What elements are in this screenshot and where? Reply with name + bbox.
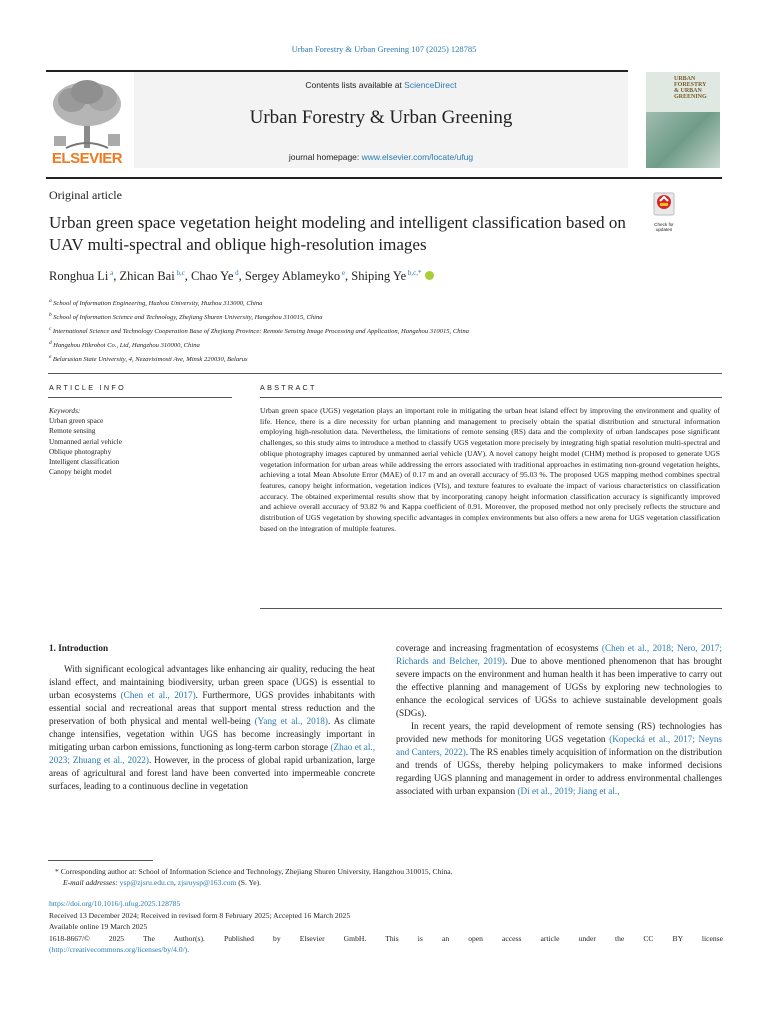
article-info-heading: ARTICLE INFO [49, 383, 126, 392]
cover-image [646, 112, 720, 168]
citation-link[interactable]: (Di et al., 2019; Jiang et al., [517, 786, 620, 796]
keywords-block [49, 406, 229, 477]
citation-link[interactable]: (Kopecká et al., 2017; Neyns and Canters, 2022) [396, 734, 722, 757]
header-bottom-rule [46, 177, 722, 179]
contents-prefix: Contents lists available at [305, 80, 405, 90]
citation-link[interactable]: (Yang et al., 2018) [254, 716, 328, 726]
intro-paragraph-2: In recent years, the rapid development of remote sensing (RS) technologies has provided new methods for monitoring UGS vegetation (Kopecká et al., 2017; Neyns and Canters, 2022). The RS enables timely acquisition of information on the distribution and trends of UGSs, thereby helping policymakers to make informed decisions regarding UGS planning and management in order to address environmental challenges associated with urban expansion (Di et al., 2019; Jiang et al., [396, 721, 722, 796]
author-name[interactable]: Shiping Ye [351, 269, 407, 284]
affiliation-marker: b [49, 311, 54, 318]
affiliation-marker: a [49, 298, 54, 304]
email-suffix: (S. Ye). [236, 878, 262, 887]
author-name[interactable]: Sergey Ablameyko [244, 269, 341, 284]
body-right-column [396, 642, 722, 798]
homepage-line [134, 152, 628, 162]
abstract-rule [260, 397, 722, 398]
article-title: Urban green space vegetation height modeling and intelligent classification based on UAV multi-spectral and oblique high-resolution images [49, 213, 626, 254]
email-line: E-mail addresses: ysp@zjsru.edu.cn, zjsruysp@163.com (S. Ye). [63, 878, 262, 887]
author-list: Ronghua Li $^a$, Zhican Bai $^{b,c}$, Chao Ye $^d$, Sergey Ablameyko $^e$, Shiping Ye $^{b,c,*}$ [49, 269, 434, 284]
footnote-rule [48, 860, 153, 861]
article-footer [49, 898, 723, 956]
abstract-heading: ABSTRACT [260, 383, 317, 392]
author-name[interactable]: Chao Ye [191, 269, 234, 284]
affiliation-marker: c [49, 325, 53, 332]
check-for-updates-button[interactable] [646, 191, 682, 232]
keyword-item: Intelligent classification [49, 457, 120, 467]
keywords-list [49, 416, 229, 477]
email-label: E-mail addresses: [63, 878, 120, 887]
author-affiliation-marker[interactable]: b,c [174, 269, 185, 277]
keyword-item: Unmanned aerial vehicle [49, 436, 122, 446]
affiliation-item: $^a$ School of Information Engineering, Huzhou University, Huzhou 313000, China [49, 298, 263, 308]
received-dates: Received 13 December 2024; Received in revised form 8 February 2025; Accepted 16 March 2025 [49, 910, 351, 920]
article-type: Original article [49, 188, 122, 202]
affiliation-marker: d [49, 339, 54, 346]
license-link[interactable]: (http://creativecommons.org/licenses/by/4.0/). [49, 945, 190, 955]
article-info-rule [48, 397, 232, 398]
sciencedirect-link[interactable]: ScienceDirect [404, 80, 457, 90]
cover-title: URBAN FORESTRY & URBAN GREENING [674, 76, 707, 100]
license-text: 1618-8667/© 2025 The Author(s). Published by Elsevier GmbH. This is an open access article under the CC BY license [49, 933, 723, 943]
keyword-item: Urban green space [49, 416, 104, 426]
email-link-2[interactable]: zjsruysp@163.com [177, 878, 237, 887]
abstract-text: Urban green space (UGS) vegetation plays an important role in mitigating the urban heat island effect by improving the environment and quality of life. Hence, there is a dire necessity for urban planning and management to precisely obtain the spatial distribution and structural information employing high-resolution data. Nevertheless, the limitations of remote sensing (RS) data and the complexity of urban landscapes pose significant challenges, so this study aims to introduce a method to classify UGS vegetation more precisely by integrating high spatial resolution multi-spectral and oblique photography images captured by unmanned aerial vehicle (UAV). A novel canopy height model (CHM) method is proposed to generate UGS vegetation information for urban areas while addressing the errors associated with traditional approaches in estimating non-ground vegetation heights, achieving a total Mean Absolute Error (MAE) of 0.17 m and an overall accuracy of 95.03 %. The proposed UGS mapping method combines spectral features, canopy height information, vegetation indices (VIs), and texture features to evaluate the impact of various characteristics on classification accuracy. The obtained experimental results show that by incorporating canopy height information classification accuracy is significantly improved and achieve overall accuracy of 93.82 % and Kappa coefficient of 0.91. Moreover, the proposed method not only precisely reflects the structure and distribution of UGS vegetation by showing specific advantages in complex environments but also offers a new arena for UGS vegetation classification based on the integration of multiple features. [260, 406, 720, 533]
affiliation-item: $^e$ Belarusian State University, 4, Nezavisimosti Ave, Minsk 220030, Belarus [49, 353, 248, 364]
journal-title: Urban Forestry & Urban Greening [249, 107, 513, 128]
keyword-item: Canopy height model [49, 467, 112, 477]
orcid-icon[interactable] [425, 271, 434, 280]
online-date: Available online 19 March 2025 [49, 922, 148, 932]
affiliation-marker: e [49, 353, 53, 360]
keywords-label: Keywords: [49, 406, 81, 415]
corresponding-note: * Corresponding author at: School of Information Science and Technology, Zhejiang Shuren University, Hangzhou 310015, China. [55, 867, 453, 876]
author-affiliation-marker[interactable]: a [108, 269, 114, 277]
citation-link[interactable]: (Chen et al., 2017) [120, 690, 196, 700]
intro-paragraph-1-cont: coverage and increasing fragmentation of ecosystems (Chen et al., 2018; Nero, 2017; Richards and Belcher, 2019). Due to above mentioned phenomenon that has brought severe impacts on the environment and human health it has been imperative to carry out the effective planning and management of UGSs by exploring new technologies to enhance the ecological services of UGSs to achieve sustainable development goals (SDGs). [396, 643, 722, 718]
body-left-column [49, 642, 375, 793]
keyword-item: Remote sensing [49, 426, 96, 436]
author-affiliation-marker[interactable]: e [340, 269, 346, 277]
contents-line [134, 80, 628, 90]
affiliation-item: $^d$ Hangzhou Hikrobot Co., Ltd, Hangzhou 310000, China [49, 339, 200, 350]
license-link-line [49, 944, 723, 956]
check-updates-label: Check for updates [654, 222, 674, 232]
homepage-prefix: journal homepage: [288, 152, 362, 162]
author-affiliation-marker[interactable]: b,c,* [406, 269, 422, 277]
email-link-1[interactable]: ysp@zjsru.edu.cn [119, 878, 174, 887]
author-affiliation-marker[interactable]: d [233, 269, 239, 277]
homepage-link[interactable]: www.elsevier.com/locate/ufug [361, 152, 474, 162]
check-updates-icon [646, 191, 682, 217]
doi-link[interactable]: https://doi.org/10.1016/j.ufug.2025.128785 [49, 899, 181, 908]
info-top-rule [48, 373, 722, 374]
affiliation-item: $^b$ School of Information Science and Technology, Zhejiang Shuren University, Hangzhou 310015, China [49, 311, 323, 322]
journal-citation[interactable]: Urban Forestry & Urban Greening 107 (2025) 128785 [291, 44, 477, 54]
section-heading-introduction: 1. Introduction [49, 643, 109, 653]
intro-paragraph-1: With significant ecological advantages like enhancing air quality, reducing the heat island effect, and maintaining biodiversity, urban green space (UGS) is essential to urban ecosystems (Chen et al., 2017). Furthermore, UGS provides inhabitants with essential social and recreational areas that support mental stress reduction and the preservation of both physical and mental well-being (Yang et al., 2018). As climate change intensifies, vegetation within UGS has become increasingly important in mitigating urban carbon emissions, functioning as long-term carbon storage (Zhao et al., 2023; Zhuang et al., 2022). However, in the process of global rapid urbanization, large areas of agricultural and forest land have been converted into impermeable concrete surfaces, leading to a continuous decline in vegetation [49, 664, 375, 791]
elsevier-wordmark: ELSEVIER [51, 150, 123, 167]
keyword-item: Oblique photography [49, 446, 112, 456]
affiliations [49, 296, 469, 366]
citation-link[interactable]: (Chen et al., 2018; Nero, 2017; Richards and Belcher, 2019) [396, 643, 722, 666]
citation-link[interactable]: (Zhao et al., 2023; Zhuang et al., 2022) [49, 742, 375, 765]
abstract-bottom-rule [260, 608, 722, 609]
author-name[interactable]: Zhican Bai [119, 269, 175, 284]
author-name[interactable]: Ronghua Li [49, 269, 109, 284]
affiliation-item: $^c$ International Science and Technology Cooperation Base of Zhejiang Province: Remote Sensing Image Processing and Application, Hangzhou 310015, China [49, 325, 469, 336]
corresponding-author-footnote [49, 866, 723, 888]
journal-cover-thumbnail[interactable] [646, 72, 720, 168]
